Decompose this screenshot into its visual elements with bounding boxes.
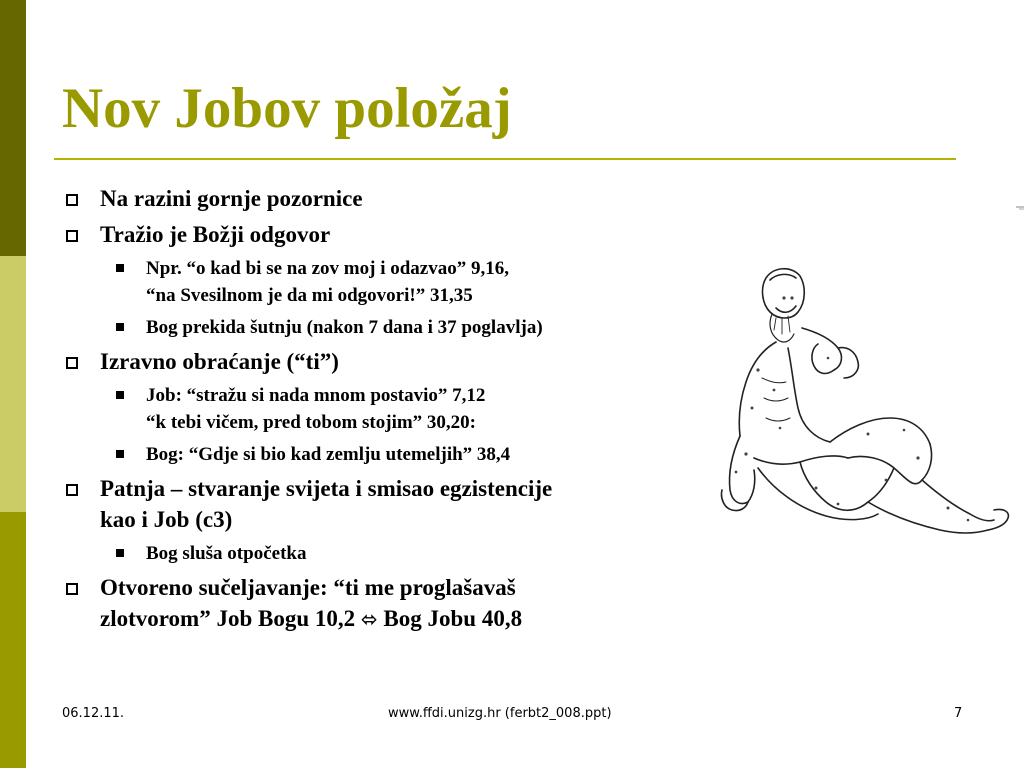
- bullet-text: Bog Jobu 40,8: [383, 606, 523, 631]
- sub-bullet-item: [62, 314, 702, 341]
- hollow-square-bullet-icon: [66, 357, 78, 369]
- hollow-square-bullet-icon: [66, 194, 78, 206]
- filled-square-bullet-icon: [116, 323, 124, 331]
- bullet-text: Otvoreno sučeljavanje: “ti me proglašavaš: [100, 575, 516, 600]
- filled-square-bullet-icon: [116, 391, 124, 399]
- hollow-square-bullet-icon: [66, 484, 78, 496]
- bullet-text: zlotvorom” Job Bogu 10,2: [100, 606, 356, 631]
- bullet-text-last-line: [100, 603, 702, 635]
- footer-source: www.ffdi.unizg.hr (ferbt2_008.ppt): [388, 706, 612, 721]
- bullet-text: Bog sluša otpočetka: [146, 543, 307, 564]
- side-stripe-middle: [0, 256, 26, 512]
- footer-date: 06.12.11.: [62, 706, 125, 721]
- bullet-text: Bog: “Gdje si bio kad zemlju utemeljih” 38,4: [146, 444, 511, 465]
- sub-bullet-item: [62, 255, 702, 309]
- bullet-text: Patnja – stvaranje svijeta i smisao egzistencije: [100, 476, 553, 501]
- bullet-text: Job: “stražu si nada mnom postavio” 7,12: [146, 385, 486, 406]
- hollow-square-bullet-icon: [66, 583, 78, 595]
- job-illustration: [718, 258, 1024, 550]
- sub-bullet-item: [62, 441, 702, 468]
- bullet-list: [62, 183, 702, 640]
- slide-title: Nov Jobov položaj: [62, 77, 512, 140]
- sub-bullet-item: [62, 382, 702, 436]
- bullet-text: kao i Job (c3): [100, 507, 233, 532]
- bullet-item: [62, 572, 702, 635]
- edge-artifact: [1016, 205, 1024, 211]
- title-underline: [54, 158, 956, 160]
- bullet-item: [62, 183, 702, 214]
- bullet-text: “na Svesilnom je da mi odgovori!” 31,35: [146, 285, 473, 306]
- bullet-text: Bog prekida šutnju (nakon 7 dana i 37 poglavlja): [146, 317, 543, 338]
- sub-bullet-item: [62, 540, 702, 567]
- bullet-text: Tražio je Božji odgovor: [100, 222, 331, 247]
- hollow-square-bullet-icon: [66, 230, 78, 242]
- bullet-text: Izravno obraćanje (“ti”): [100, 349, 339, 374]
- filled-square-bullet-icon: [116, 549, 124, 557]
- bullet-text: “k tebi vičem, pred tobom stojim” 30,20:: [146, 412, 477, 433]
- bullet-item: [62, 346, 702, 377]
- side-stripe-bottom: [0, 512, 26, 768]
- side-stripe-top: [0, 0, 26, 256]
- bullet-item: [62, 473, 702, 535]
- bullet-text: Npr. “o kad bi se na zov moj i odazvao” 9,16,: [146, 258, 509, 279]
- bullet-text: Na razini gornje pozornice: [100, 186, 363, 211]
- bullet-item: [62, 219, 702, 250]
- slide-number: 7: [954, 706, 963, 721]
- filled-square-bullet-icon: [116, 450, 124, 458]
- filled-square-bullet-icon: [116, 264, 124, 272]
- double-arrow-icon: ⬄: [360, 607, 378, 631]
